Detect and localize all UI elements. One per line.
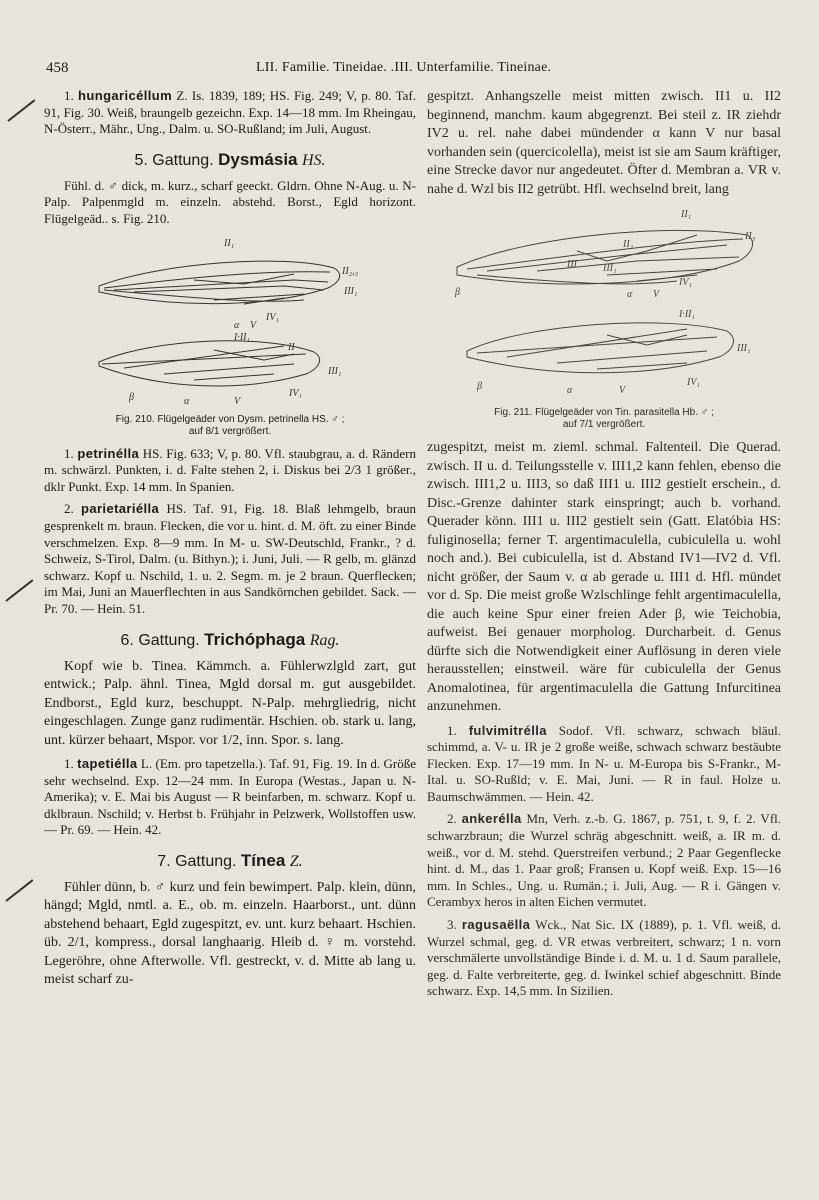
wing-venation-drawing [44,234,416,412]
species-entry: 2. parietariélla HS. Taf. 91, Fig. 18. Blaß lehmgelb, braun gesprenkelt m. braun. Flecken, die vor u. hint. d. M. öft. zu einer Binde verschmelzen. Exp. 8—9 mm. In M- u. SW-Deutschld, Frankr., ? d. Schweiz, S-Tirol, Dalm. (u. Bithyn.); i. Juni, Juli. — R gelb, m. glänzd schwarz. Kopf u. Nschild, 1. u. 2. Segm. m. je 2 braun. Querflecken; im Mai, Juni an Mauerflechten in aus Sandkörnchen gebildet. Sack. — Pr. 70. — Hein. 51. [44,501,416,616]
genus-description: Kopf wie b. Tinea. Kämmch. a. Fühlerwzlgld zart, gut entwick.; Palp. ähnl. Tinea, Mgld dorsal m. gut ausgebildet. Endborst., Egld kurz, beschuppt. N-Palp. mehrgliedrig, nicht eingeschlagen. Zunge ganz rudimentär. Hschien. ob. stark u. lang, unt. kürzer behaart, Mspor. vor 1/2, inn. Spor. s. lang. [44,658,416,748]
figure-211 [427,205,781,431]
svg-text:α: α [567,385,573,396]
pencil-mark [5,579,33,602]
species-name: parietariélla [81,501,160,517]
species-entry: 3. ragusaëlla Wck., Nat Sic. IX (1889), p. 1. Vfl. weiß, d. Wurzel schmal, geg. d. VR etwas verbreitert, schwarz; 1 n. vorn verschmälerte unvollständige Binde i. d. M. u. 1 d. Saum parallele, geg. d. Falte verbreiterte, geg. d. Iwinkel schief abgeschnitt. Binde schwarz. Exp. 14,5 mm. In Sizilien. [427,917,781,999]
figure-caption: Fig. 210. Flügelgeäder von Dysm. petrinella HS. ♂ ; auf 8/1 vergrößert. [115,413,345,437]
svg-text:II₃: II₃ [745,231,756,242]
genus-heading: 6. Gattung. Trichóphaga Rag. [120,629,340,649]
svg-text:IV₁: IV₁ [289,387,302,399]
species-entry: 1. petrinélla HS. Fig. 633; V, p. 80. Vfl. staubgrau, a. d. Rändern m. schwärzl. Punkten, i. d. Falte stehen 2, i. Diskus bei 2/3 1 größer., dklr Punkt. Exp. 14 mm. In Spanien. [44,445,416,494]
species-name: fulvimitrélla [468,722,547,738]
species-entry: 1. tapetiélla L. (Em. pro tapetzella.). Taf. 91, Fig. 19. In d. Größe sehr wechselnd. Exp. 12—24 mm. In Europa (Westas., Japan u. N-Amerika); v. E. Mai bis August — R beinfarben, m. schwarz. Kopf u. dklbraun. Nschild; v. Herbst b. Frühjahr in Pelzwerk, Wollstoffen usw. — Pr. 69. — Hein. 42. [44,756,416,838]
page-header [46,60,779,82]
svg-text:II₂: II₂ [623,239,634,250]
species-name: petrinélla [77,445,140,461]
svg-text:IV₁: IV₁ [687,377,700,388]
svg-text:III₁: III₁ [737,343,751,354]
svg-text:II₁: II₁ [224,237,235,249]
species-entry: 1. fulvimitrélla Sodof. Vfl. schwarz, schwach bläul. schimmd, a. V- u. IR je 2 große weiße, schwach schwarz bestäubte Flecken. Exp. 17—19 mm. In N- u. M-Europa bis S-Frankr., M-Ital. u. SO-Rußld; v. E. Mai, Juni. — R in faul. Holze u. Baumschwämmen. — Hein. 42. [427,722,781,804]
page-number: 458 [46,60,69,76]
genus-description: Fühl. d. ♂ dick, m. kurz., scharf geeckt. Gldrn. Ohne N-Aug. u. N-Palp. Palpenmgld m. einzeln. abstehd. Borst., Egld horizont. Flügelgeäd.. s. Fig. 210. [44,177,416,226]
svg-text:III₁: III₁ [344,285,358,297]
species-name: ankeréllа [461,811,522,827]
left-column [44,88,416,1192]
species-entry: 1. hungaricéllum Z. Is. 1839, 189; HS. Fig. 249; V, p. 80. Taf. 91, Fig. 30. Weiß, braungelb gezeichn. Exp. 14—18 mm. Im Rheingau, N-Österr., Mähr., Ung., Dalm. u. SO-Rußland; im Juli, August. [44,88,416,137]
right-column [427,88,781,1192]
svg-text:β: β [455,287,460,298]
svg-text:II₂,₃: II₂,₃ [342,265,359,277]
svg-text:IV₁: IV₁ [266,311,279,323]
species-name: ragusaëlla [461,917,531,933]
genus-heading: 5. Gattung. Dysmásia HS. [134,149,326,169]
svg-text:V: V [250,319,257,331]
species-name: hungaricéllum [78,88,173,103]
text-paragraph: zugespitzt, meist m. zieml. schmal. Faltenteil. Die Querad. zwisch. II u. d. Teilungsstelle v. III1,2 kann fehlen, ebenso die zwisch. III1,2 u. III3, so daß III1 u. III2 gestielt erschein., d. Disc.-Grenze dahinter stark einspringt; auch b. vorhand. Querader könn. III1 u. III2 gestielt sein (Gatt. Elatóbia HS: fuliginosella; ferner T. argentimaculella, cubiculella u. wohl noch and.). Bei cubiculella, ist d. Abstand IV1—IV2 d. Vfl. nicht größer, der Saum v. α ab gerade u. III1 d. Hfl. mündet vor d. Sp. Die meist große Wzlschlinge fehlt argentimaculella, die auch keine Spur einer freien Ader β, wie Teichobia, aufweist. Bei genauer morpholog. Durcharbeit. d. Genus dürfte sich die Notwendigkeit einer Auflösung in deren viele herausstellen; einstweil. wäre für cubiculella der Genus Anomalotinea, für argentimaculella die Gattung Infurcitinea anzunehmen. [427,440,781,714]
species-name: tapetiélla [77,756,138,771]
figure-caption: Fig. 211. Flügelgeäder von Tin. parasitella Hb. ♂ ; auf 7/1 vergrößert. [494,407,714,430]
pencil-mark [5,879,33,902]
running-title: LII. Familie. Tineidae. .III. Unterfamilie. Tineinae. [256,60,552,75]
svg-text:α: α [627,289,633,300]
svg-text:III₁: III₁ [603,263,617,274]
svg-text:β: β [129,391,134,403]
svg-text:α: α [234,319,240,331]
svg-text:III₁: III₁ [328,365,342,377]
svg-text:β: β [477,381,482,392]
svg-text:I·II₁: I·II₁ [234,331,250,343]
svg-text:V: V [653,289,660,300]
text-paragraph: gespitzt. Anhangszelle meist mitten zwisch. II1 u. II2 beginnend, manchm. kaum abgegrenzt. Bei steil z. IR ziehdr IV2 u. rel. nahe dabei mündender α kann V nur basal vorhanden sein (quercicolella), meist ist sie am Saum kräftiger, eine Strecke davor nur angedeutet. Öfter d. Membran a. VR v. nahe d. Wzl bis II2 getrübt. Hfl. wechselnd breit, lang [427,89,781,197]
genus-description: Fühler dünn, b. ♂ kurz und fein bewimpert. Palp. klein, dünn, hängd; Mgld, nmtl. a. E., ob. m. einzeln. Haarborst., unt. dünn abstehend behaart, Egld zugespitzt, ev. unt. kurz behaart. Hschien. üb. 2/1, kompress., dorsal langhaarig. Hleib d. ♀ m. vorstehd. Legeröhre, ohne Afterwolle. Vfl. gestreckt, v. d. Mitte ab lang u. meist scharf zu- [44,879,416,988]
species-entry: 2. ankeréllа Mn, Verh. z.-b. G. 1867, p. 751, t. 9, f. 2. Vfl. schwarzbraun; die Wurzel schräg abgeschnitt. weiß, a. IR m. d. weiß., vor d. M. stehd. Querstreifen verbund.; 2 Paar Gegenflecke hint. d. M., das 1. Paar groß; Fransen u. Kopf weiß. Exp. 15—16 mm. In Schles., Ung. u. Rumän.; i. Juli, Aug. — R i. Gängen v. Cerambyx heros in alten Eichen vermutet. [427,811,781,910]
svg-text:IV₁: IV₁ [679,277,692,288]
svg-text:III: III [567,259,577,270]
wing-venation-drawing [427,205,781,405]
svg-text:V: V [234,395,241,407]
svg-text:V: V [619,385,626,396]
svg-text:II₁: II₁ [681,209,692,220]
figure-210 [44,234,416,438]
genus-heading: 7. Gattung. Tínea Z. [157,850,303,870]
svg-text:α: α [184,395,190,407]
svg-text:I·II₁: I·II₁ [679,309,695,320]
svg-text:II: II [288,341,295,353]
pencil-mark [7,99,35,122]
